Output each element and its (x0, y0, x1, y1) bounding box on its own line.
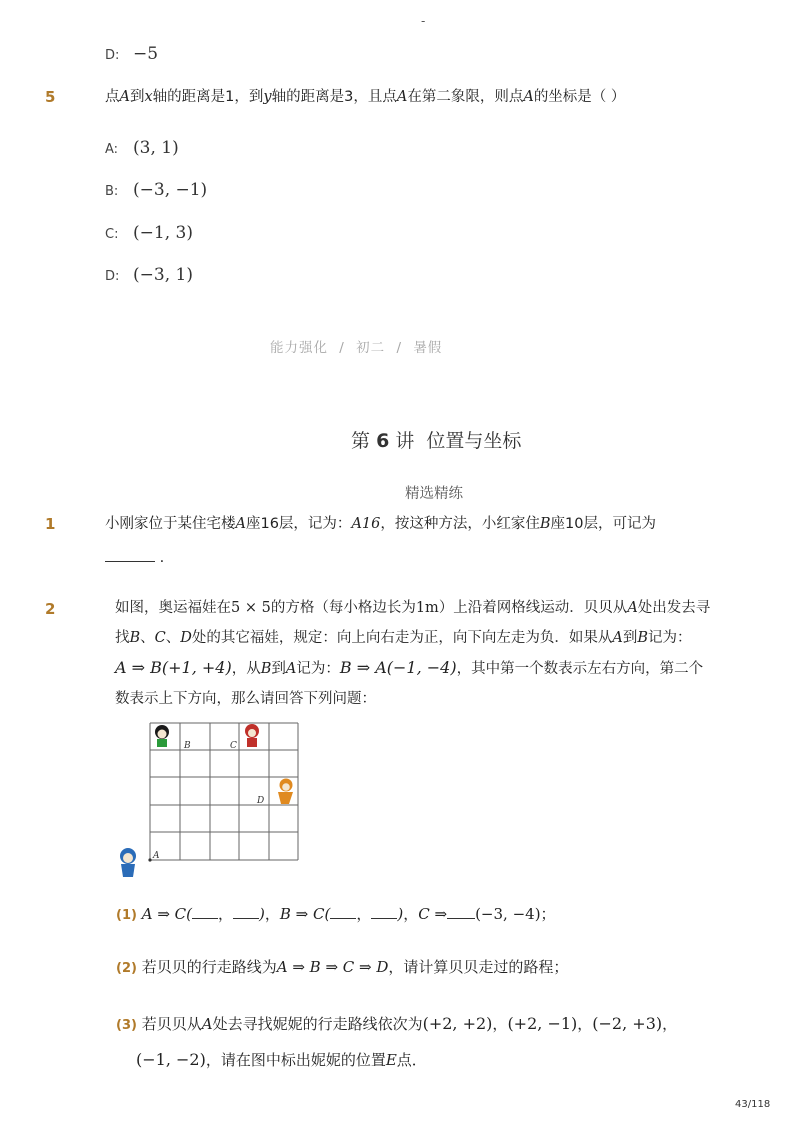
option-value: (−3, 1) (133, 265, 193, 285)
page-number: 43/118 (735, 1099, 771, 1110)
top-mark: - (421, 14, 426, 28)
option-value: −5 (133, 44, 159, 64)
section-title: 精选精练 (405, 486, 463, 502)
option-label: D: (105, 48, 120, 63)
breadcrumb (270, 336, 442, 356)
option-value: (3, 1) (133, 138, 179, 158)
point-a (148, 858, 151, 861)
breadcrumb-separator: / (396, 340, 403, 356)
mascot-c-icon (245, 724, 259, 747)
label-a: A (153, 851, 160, 861)
option-value: (−1, 3) (133, 223, 193, 243)
label-b: B (184, 741, 191, 751)
question-number: 1 (45, 515, 56, 533)
label-d: D (257, 796, 265, 806)
blank-input[interactable] (371, 904, 397, 919)
breadcrumb-item: 初二 (356, 340, 386, 356)
sub-question-1: (1) A ⇒ C( ， )，B ⇒ C( ， )，C ⇒ (−3, −4)； (116, 905, 556, 923)
option-label: C: (105, 227, 119, 242)
breadcrumb-item: 能力强化 (270, 340, 328, 356)
sub-question-2: (2) 若贝贝的行走路线为A ⇒ B ⇒ C ⇒ D，请计算贝贝走过的路程； (116, 958, 569, 976)
option-b[interactable] (105, 180, 207, 200)
grid-lines (150, 723, 298, 860)
prev-option-d (105, 44, 158, 64)
option-a[interactable] (105, 138, 179, 158)
sub-question-3: (3) 若贝贝从A处去寻找妮妮的行走路线依次为(+2, +2)，(+2, −1)，(−2, +3)， (−1, −2)，请在图中标出妮妮的位置E点． (116, 1014, 678, 1069)
option-label: D: (105, 269, 120, 284)
option-c[interactable] (105, 223, 193, 243)
question-number: 5 (45, 88, 56, 106)
lesson-title: 第 6 讲 位置与坐标 (351, 430, 522, 452)
mascot-a-icon (120, 848, 136, 877)
question-5-text: 点A到x轴的距离是1，到y轴的距离是3，且点A在第二象限，则点A的坐标是（ ） (105, 89, 626, 105)
question-1-blank[interactable]: . (105, 543, 164, 573)
question-2-text: 如图，奥运福娃在5 × 5的方格（每小格边长为1m）上沿着网格线运动．贝贝从A处出发去寻 找B、C、D处的其它福娃，规定：向上向右走为正，向下向左走为负．如果从A到B记为： A ⇒ B(+1, +4)，从B到A记为：B ⇒ A(−1, −4)，其中第一个数表示左右方向，第二个 数表示上下方向，那么请回答下列问题： (115, 600, 711, 707)
mascot-d-icon (278, 779, 293, 805)
breadcrumb-separator: / (339, 340, 345, 356)
blank-input[interactable] (192, 904, 218, 919)
breadcrumb-item: 暑假 (413, 340, 443, 356)
question-number: 2 (45, 600, 56, 618)
mascot-b-icon (155, 725, 169, 747)
blank-input[interactable] (447, 904, 475, 919)
option-label: B: (105, 184, 119, 199)
blank-input[interactable] (330, 904, 356, 919)
option-label: A: (105, 142, 119, 157)
label-c: C (230, 741, 237, 751)
option-d[interactable] (105, 265, 193, 285)
option-value: (−3, −1) (133, 180, 208, 200)
question-1-text: 小刚家位于某住宅楼A座16层，记为：A16，按这种方法，小红家住B座10层，可记为 (105, 516, 656, 532)
grid-figure (115, 718, 305, 880)
blank-input[interactable] (233, 904, 259, 919)
